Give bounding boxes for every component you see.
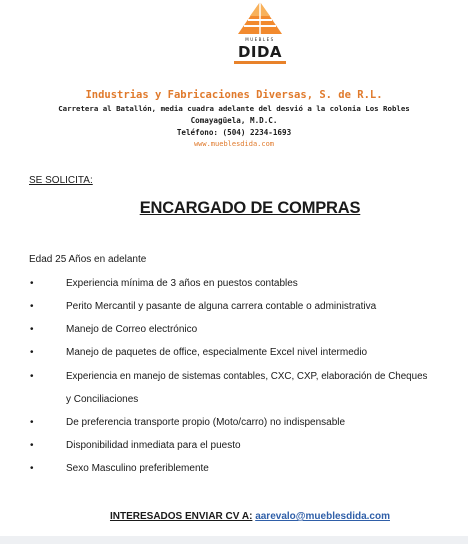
logo-brand: DIDA	[237, 43, 283, 61]
requirement-text: Experiencia mínima de 3 años en puestos contables	[66, 278, 298, 289]
logo-subtext: MUEBLES	[245, 37, 275, 42]
bullet-icon: •	[30, 371, 34, 382]
requirement-text: Experiencia en manejo de sistemas contables, CXC, CXP, elaboración de Cheques	[66, 371, 428, 382]
bullet-icon: •	[30, 347, 34, 358]
posting-header: SE SOLICITA:	[29, 175, 93, 186]
requirement-text: De preferencia transporte propio (Moto/carro) no indispensable	[66, 417, 346, 428]
contact-label: INTERESADOS ENVIAR CV A:	[109, 511, 253, 522]
bullet-icon: •	[30, 278, 34, 289]
company-address-line1: Carretera al Batallón, media cuadra adelante del desvió a la colonia Los Robles	[58, 104, 410, 113]
bullet-icon: •	[30, 440, 34, 451]
requirement-text: y Conciliaciones	[66, 394, 139, 405]
bullet-icon: •	[30, 463, 34, 474]
requirement-text: Manejo de paquetes de office, especialmente Excel nivel intermedio	[66, 347, 368, 358]
bottom-strip	[0, 536, 468, 544]
logo-triangle-icon	[234, 0, 286, 36]
requirement-text: Disponibilidad inmediata para el puesto	[66, 440, 241, 451]
company-website[interactable]: www.mueblesdida.com	[193, 140, 275, 148]
company-phone: Teléfono: (504) 2234-1693	[176, 128, 292, 137]
age-requirement: Edad 25 Años en adelante	[29, 254, 147, 265]
requirement-text: Perito Mercantil y pasante de alguna carrera contable o administrativa	[66, 301, 377, 312]
requirement-text: Manejo de Correo electrónico	[66, 324, 198, 335]
position-title: ENCARGADO DE COMPRAS	[139, 199, 361, 217]
company-name: Industrias y Fabricaciones Diversas, S. de R.L.	[85, 89, 383, 101]
requirement-text: Sexo Masculino preferiblemente	[66, 463, 209, 474]
bullet-icon: •	[30, 417, 34, 428]
bullet-icon: •	[30, 324, 34, 335]
bullet-icon: •	[30, 301, 34, 312]
contact-email-link[interactable]: aarevalo@mueblesdida.com	[255, 511, 390, 522]
logo-underline	[234, 61, 286, 64]
contact-footer	[0, 511, 468, 522]
company-address-line2: Comayagüela, M.D.C.	[190, 116, 278, 125]
